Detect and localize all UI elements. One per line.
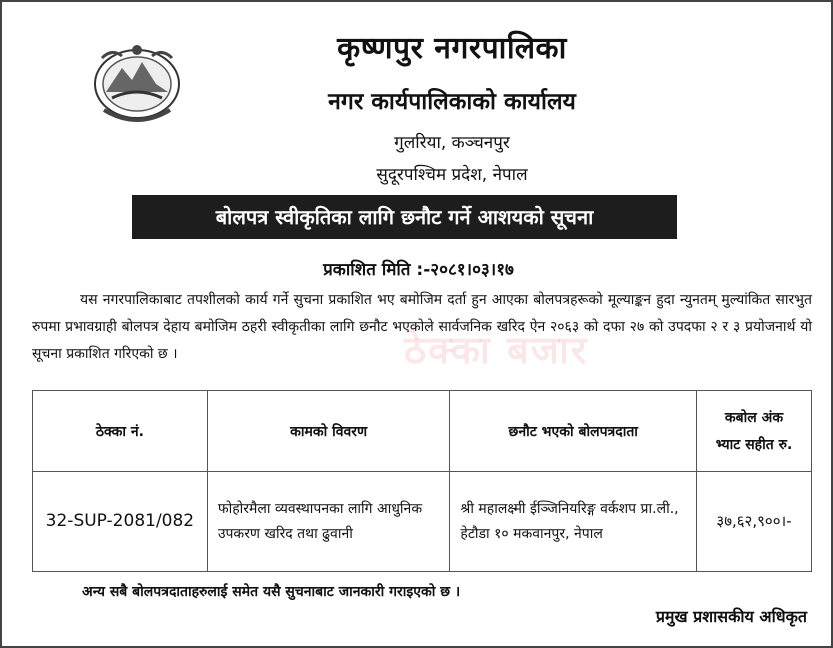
- footer-note: अन्य सबै बोलपत्रदाताहरुलाई समेत यसै सुचनाबाट जानकारी गराइएको छ ।: [82, 584, 461, 600]
- table-header-row: [33, 391, 812, 472]
- col-amount-line2: भ्याट सहीत रु.: [715, 437, 793, 453]
- published-date: प्रकाशित मिति :-२०८१।०३।१७: [323, 260, 514, 280]
- notice-title: बोलपत्र स्वीकृतिका लागि छनौट गर्ने आशयको सूचना: [132, 195, 677, 239]
- col-amount-line1: कबोल अंक: [724, 410, 784, 426]
- col-description: कामको विवरण: [207, 391, 450, 472]
- cell-bidder: श्री महालक्ष्मी ईञ्जिनियरिङ्ग वर्कशप प्रा.ली., हेटौडा १० मकवानपुर, नेपाल: [450, 472, 697, 572]
- cell-description: फोहोरमैला व्यवस्थापनका लागि आधुनिक उपकरण खरिद तथा ढुवानी: [207, 472, 450, 572]
- col-amount: [697, 391, 812, 472]
- table-row: [33, 472, 812, 572]
- col-bidder: छनौट भएको बोलपत्रदाता: [450, 391, 697, 472]
- office-location: गुलरिया, कञ्चनपुर: [394, 133, 510, 153]
- office-name: नगर कार्यपालिकाको कार्यालय: [328, 89, 576, 115]
- cell-amount: ३७,६२,९००।-: [697, 472, 812, 572]
- cell-contract-no: 32-SUP-2081/082: [33, 472, 208, 572]
- col-contract-no: ठेक्का नं.: [33, 391, 208, 472]
- province-country: सुदूरपश्चिम प्रदेश, नेपाल: [376, 165, 528, 185]
- notice-body-text: यस नगरपालिकाबाट तपशीलको कार्य गर्ने सुचना प्रकाशित भए बमोजिम दर्ता हुन आएका बोलपत्रहरूको मूल्याङ्कन हुदा न्युनतम् मुल्यांकित सारभुत रुपमा प्रभावग्राही बोलपत्र देहाय बमोजिम ठहरी स्वीकृतीका लागि छनौट भएकोले सार्वजनिक खरिद ऐन २०६३ को दफा २७ को उपदफा २ र ३ प्रयोजनार्थ यो सूचना प्रकाशित गरिएको छ ।: [32, 292, 812, 362]
- municipality-name: कृष्णपुर नगरपालिका: [337, 31, 567, 66]
- signatory: प्रमुख प्रशासकीय अधिकृत: [655, 607, 807, 626]
- nepal-government-emblem-icon: [82, 40, 192, 128]
- watermark-logo: ठेक्का बजार: [404, 328, 589, 372]
- award-table: [32, 390, 812, 572]
